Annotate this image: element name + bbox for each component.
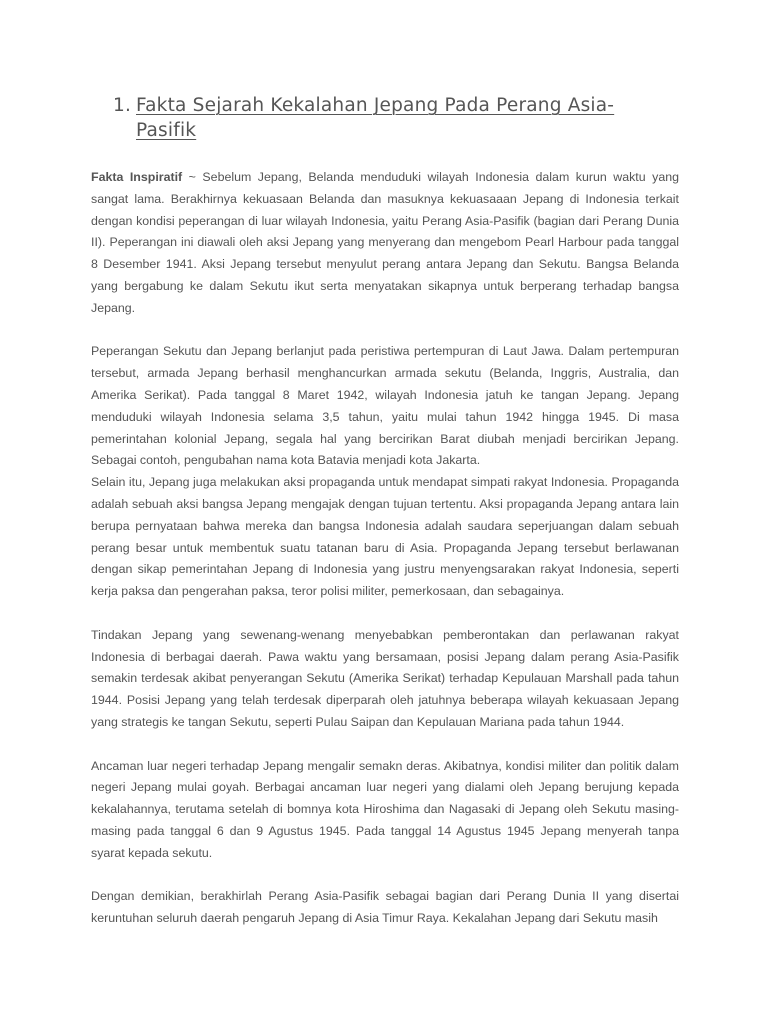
paragraph-3: Selain itu, Jepang juga melakukan aksi propaganda untuk mendapat simpati rakyat Indonesia. Propaganda adalah sebuah aksi bangsa Jepang mengajak dengan tujuan tertentu. Aksi propaganda Jepang antara lain berupa pernyataan bahwa mereka dan bangsa Indonesia adalah saudara seperjuangan dalam sebuah perang besar untuk membentuk suatu tatanan baru di Asia. Propaganda Jepang tersebut berlawanan dengan sikap pemerintahan Jepang di Indonesia yang justru menyengsarakan rakyat Indonesia, seperti kerja paksa dan pengerahan paksa, teror polisi militer, pemerkosaan, dan sebagainya. xyxy=(91,475,679,599)
paragraph-1 xyxy=(91,167,679,320)
section-heading xyxy=(113,93,673,143)
article-body xyxy=(91,167,679,952)
paragraph-lead: Fakta Inspiratif xyxy=(91,170,183,184)
heading-title-link[interactable]: Fakta Sejarah Kekalahan Jepang Pada Perang Asia-Pasifik xyxy=(136,95,615,141)
heading-number: 1. xyxy=(113,95,132,116)
paragraph-2: Peperangan Sekutu dan Jepang berlanjut pada peristiwa pertempuran di Laut Jawa. Dalam pertempuran tersebut, armada Jepang berhasil menghancurkan armada sekutu (Belanda, Inggris, Australia, dan Amerika Serikat). Pada tanggal 8 Maret 1942, wilayah Indonesia jatuh ke tangan Jepang. Jepang menduduki wilayah Indonesia selama 3,5 tahun, yaitu mulai tahun 1942 hingga 1945. Di masa pemerintahan kolonial Jepang, segala hal yang bercirikan Barat diubah menjadi bercirikan Jepang. Sebagai contoh, pengubahan nama kota Batavia menjadi kota Jakarta. xyxy=(91,344,679,468)
paragraph-text: ~ Sebelum Jepang, Belanda menduduki wilayah Indonesia dalam kurun waktu yang sangat lama. Berakhirnya kekuasaan Belanda dan masuknya kekuasaaan Jepang di Indonesia terkait dengan kondisi peperangan di luar wilayah Indonesia, yaitu Perang Asia-Pasifik (bagian dari Perang Dunia II). Peperangan ini diawali oleh aksi Jepang yang menyerang dan mengebom Pearl Harbour pada tanggal 8 Desember 1941. Aksi Jepang tersebut menyulut perang antara Jepang dan Sekutu. Bangsa Belanda yang bergabung ke dalam Sekutu ikut serta menyatakan sikapnya untuk berperang terhadap bangsa Jepang. xyxy=(91,170,679,315)
paragraph-5: Ancaman luar negeri terhadap Jepang mengalir semakn deras. Akibatnya, kondisi militer dan politik dalam negeri Jepang mulai goyah. Berbagai ancaman luar negeri yang dialami oleh Jepang berujung kepada kekalahannya, terutama setelah di bomnya kota Hiroshima dan Nagasaki di Jepang oleh Sekutu masing-masing pada tanggal 6 dan 9 Agustus 1945. Pada tanggal 14 Agustus 1945 Jepang menyerah tanpa syarat kepada sekutu. xyxy=(91,758,679,860)
paragraph-6: Dengan demikian, berakhirlah Perang Asia-Pasifik sebagai bagian dari Perang Dunia II yang disertai keruntuhan seluruh daerah pengaruh Jepang di Asia Timur Raya. Kekalahan Jepang dari Sekutu masih xyxy=(91,889,679,926)
paragraph-4: Tindakan Jepang yang sewenang-wenang menyebabkan pemberontakan dan perlawanan rakyat Indonesia di berbagai daerah. Pawa waktu yang bersamaan, posisi Jepang dalam perang Asia-Pasifik semakin terdesak akibat penyerangan Sekutu (Amerika Serikat) terhadap Kepulauan Marshall pada tahun 1944. Posisi Jepang yang telah terdesak diperparah oleh jatuhnya beberapa wilayah kekuasaan Jepang yang strategis ke tangan Sekutu, seperti Pulau Saipan dan Kepulauan Mariana pada tahun 1944. xyxy=(91,627,679,729)
